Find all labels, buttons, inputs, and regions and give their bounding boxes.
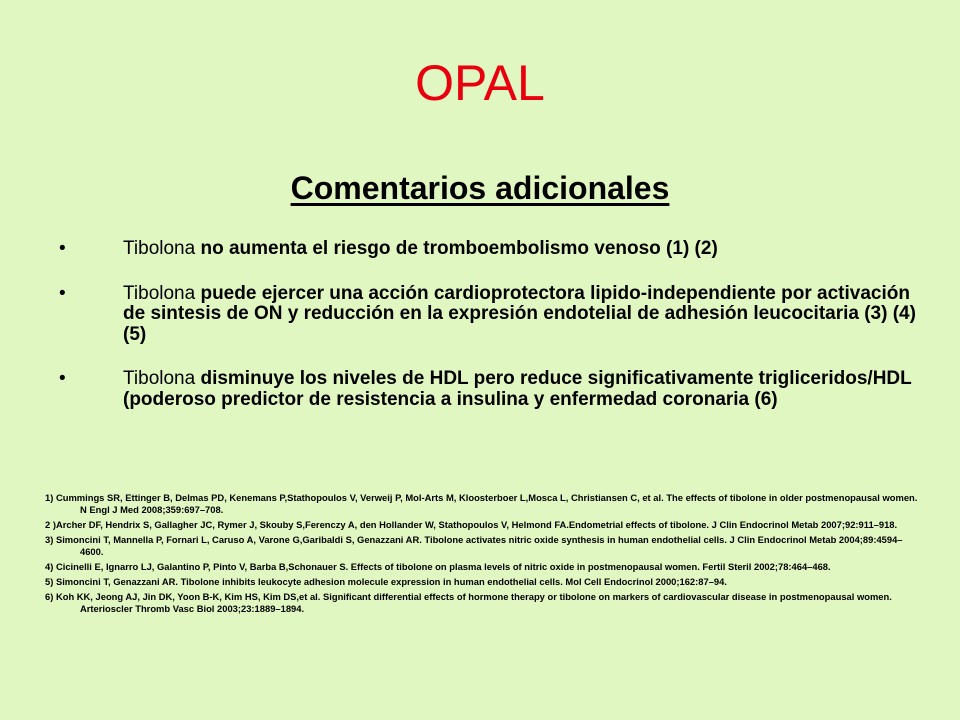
bullet-item [56,239,916,260]
reference-item: 2 )Archer DF, Hendrix S, Gallagher JC, Rymer J, Skouby S,Ferenczy A, den Hollander W, Stathopoulos V, Helmond FA.Endometrial effects of tibolone. J Clin Endocrinol Metab 2007;92:911–918. [45,519,898,530]
reference-item: 4) Cicinelli E, Ignarro LJ, Galantino P, Pinto V, Barba B,Schonauer S. Effects of tibolone on plasma levels of nitric oxide in postmenopausal women. Fertil Steril 2002;78:464–468. [45,561,831,572]
reference-item: 5) Simoncini T, Genazzani AR. Tibolone inhibits leukocyte adhesion molecule expression in human endothelial cells. Mol Cell Endocrinol 2000;162:87–94. [45,576,727,587]
bullet-item [56,284,916,346]
bullet-text: puede ejercer una acción cardioprotectora lipido-independiente por activación de sintesis de ON y reducción en la expresión endotelial de adhesión leucocitaria (3) (4) (5) [123,282,916,345]
bullet-lead: Tibolona [123,238,196,259]
reference-item: 1) Cummings SR, Ettinger B, Delmas PD, Kenemans P,Stathopoulos V, Verweij P, Mol-Arts M, Kloosterboer L,Mosca L, Christiansen C, et al. The effects of tibolone in older postmenopausal women. N Engl J Med 2008;359:697–708. [45,492,918,515]
slide-title: OPAL [415,55,545,111]
bullet-text: no aumenta el riesgo de tromboembolismo venoso (1) (2) [195,238,718,259]
bullet-text: disminuye los niveles de HDL pero reduce significativamente trigliceridos/HDL (poderoso predictor de resistencia a insulina y enfermedad coronaria (6) [123,368,912,410]
bullet-lead: Tibolona [123,368,196,389]
reference-item: 3) Simoncini T, Mannella P, Fornari L, Caruso A, Varone G,Garibaldi S, Genazzani AR. Tibolone activates nitric oxide synthesis in human endothelial cells. J Clin Endocrinol Metab 2004;89:4594–4600. [45,534,903,557]
reference-list [45,492,925,618]
reference-item: 6) Koh KK, Jeong AJ, Jin DK, Yoon B-K, Kim HS, Kim DS,et al. Significant differential effects of hormone therapy or tibolone on markers of cardiovascular disease in postmenopausal women. Arterioscler Thromb Vasc Biol 2003;23:1889–1894. [45,591,892,614]
slide-subtitle: Comentarios adicionales [290,170,670,206]
bullet-dot-icon: • [59,238,66,259]
bullet-lead: Tibolona [123,282,196,304]
bullet-dot-icon: • [59,368,66,389]
bullet-dot-icon: • [59,282,66,304]
bullet-list [56,239,916,434]
bullet-item [56,369,916,410]
